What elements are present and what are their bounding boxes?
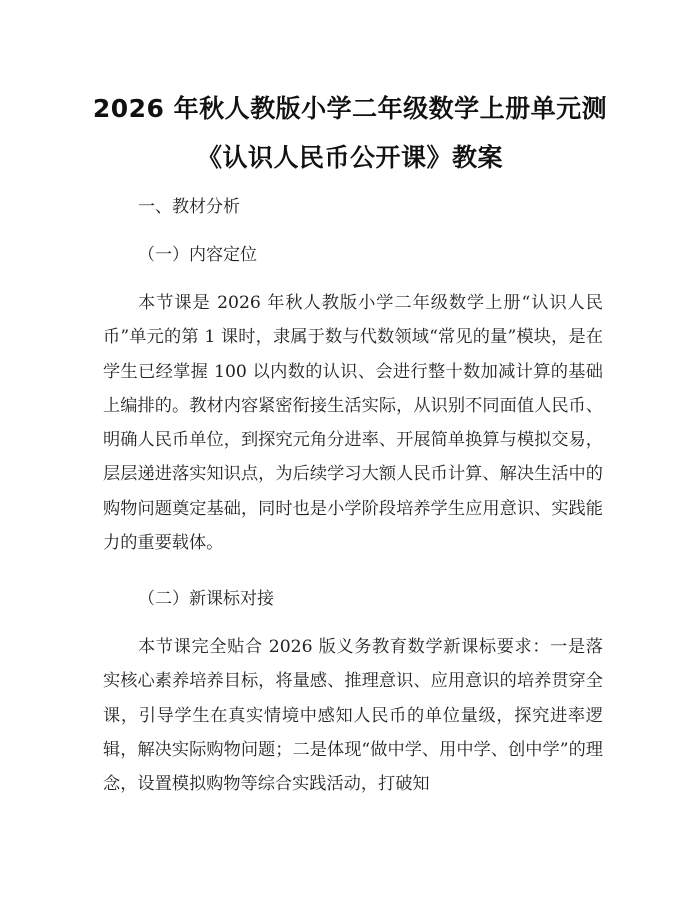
- section-heading-textbook-analysis: 一、教材分析: [138, 197, 240, 217]
- paragraph-content-positioning: 本节课是 2026 年秋人教版小学二年级数学上册“认识人民币”单元的第 1 课时，隶属于数与代数领域“常见的量”模块，是在学生已经掌握 100 以内数的认识、会进行整十数加减计算的基础上编排的。教材内容紧密衔接生活实际，从识别不同面值人民币、明确人民币单位，到探究元角分进率、开展简单换算与模拟交易，层层递进落实知识点，为后续学习大额人民币计算、解决生活中的购物问题奠定基础，同时也是小学阶段培养学生应用意识、实践能力的重要载体。: [103, 293, 603, 554]
- paragraph-curriculum-alignment: 本节课完全贴合 2026 版义务教育数学新课标要求：一是落实核心素养培养目标，将量感、推理意识、应用意识的培养贯穿全课，引导学生在真实情境中感知人民币的单位量级，探究进率逻辑，解决实际购物问题；二是体现“做中学、用中学、创中学”的理念，设置模拟购物等综合实践活动，打破知: [103, 637, 603, 795]
- document-title-line-2: 《认识人民币公开课》教案: [196, 143, 503, 172]
- subsection-heading-content-positioning: （一）内容定位: [138, 245, 257, 265]
- document-title-line-1: 2026 年秋人教版小学二年级数学上册单元测: [92, 94, 608, 123]
- subsection-heading-curriculum-alignment: （二）新课标对接: [138, 589, 274, 609]
